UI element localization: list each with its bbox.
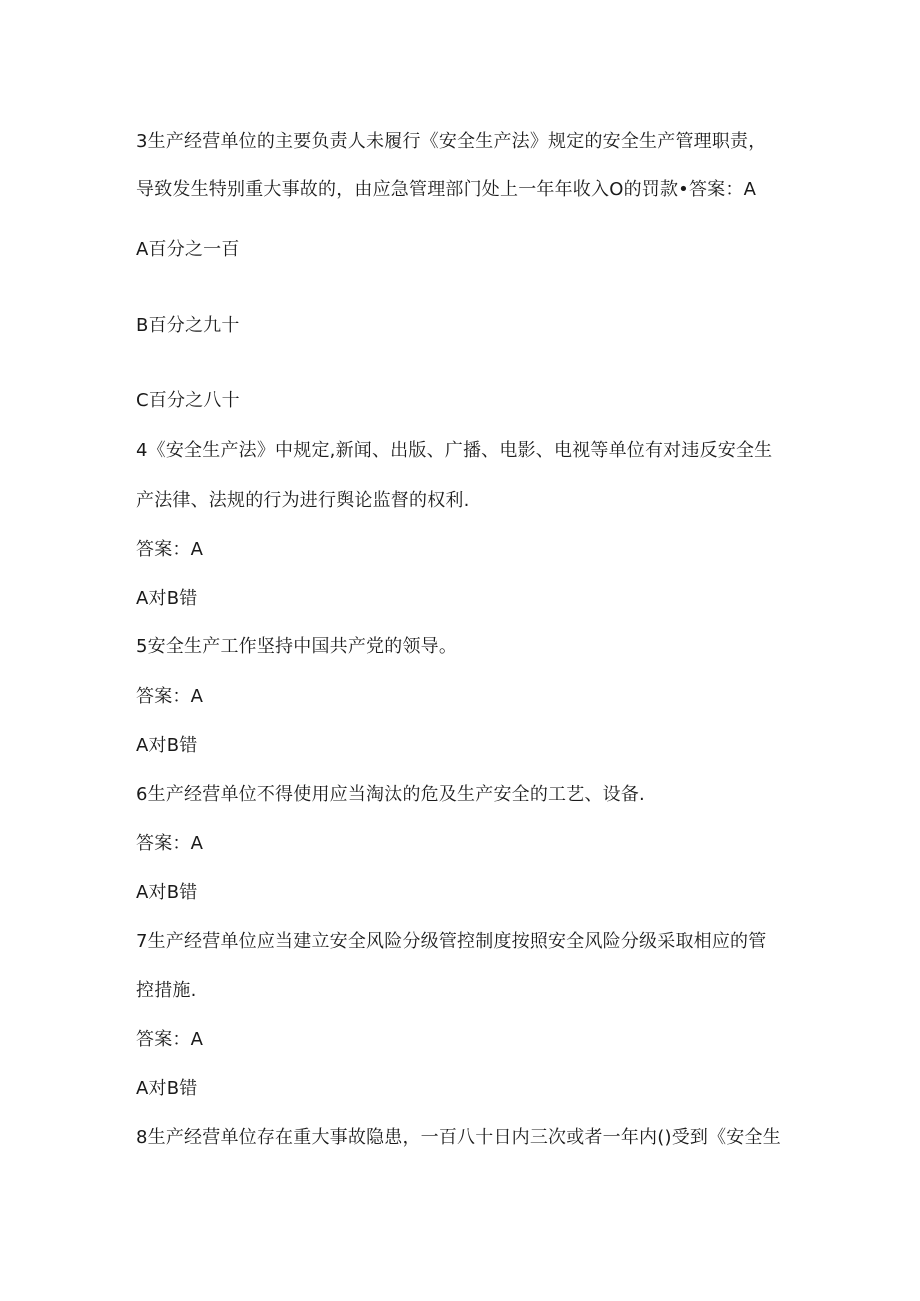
question-4-options: A对B错	[136, 588, 198, 609]
question-7-answer: 答案：A	[136, 1029, 204, 1050]
question-6-answer: 答案：A	[136, 833, 204, 854]
question-6-line-1: 6生产经营单位不得使用应当淘汰的危及生产安全的工艺、设备.	[136, 784, 645, 805]
question-3-option-c: C百分之八十	[136, 390, 240, 411]
question-4-line-1: 4《安全生产法》中规定,新闻、出版、广播、电影、电视等单位有对违反安全生	[136, 440, 773, 461]
question-5-line-1: 5安全生产工作坚持中国共产党的领导。	[136, 636, 458, 657]
question-4-answer: 答案：A	[136, 539, 204, 560]
question-7-line-2: 控措施.	[136, 980, 197, 1001]
question-8-line-1: 8生产经营单位存在重大事故隐患，一百八十日内三次或者一年内()受到《安全生	[136, 1127, 781, 1148]
question-5-answer: 答案：A	[136, 686, 204, 707]
question-3-line-2: 导致发生特别重大事故的，由应急管理部门处上一年年收入O的罚款•答案：A	[136, 179, 757, 200]
question-6-options: A对B错	[136, 882, 198, 903]
question-3-option-b: B百分之九十	[136, 315, 240, 336]
question-7-line-1: 7生产经营单位应当建立安全风险分级管控制度按照安全风险分级采取相应的管	[136, 931, 767, 952]
question-5-options: A对B错	[136, 735, 198, 756]
question-3-option-a: A百分之一百	[136, 239, 240, 260]
question-7-options: A对B错	[136, 1078, 198, 1099]
question-3-line-1: 3生产经营单位的主要负责人未履行《安全生产法》规定的安全生产管理职责，	[136, 131, 767, 152]
question-4-line-2: 产法律、法规的行为进行舆论监督的权利.	[136, 490, 470, 511]
